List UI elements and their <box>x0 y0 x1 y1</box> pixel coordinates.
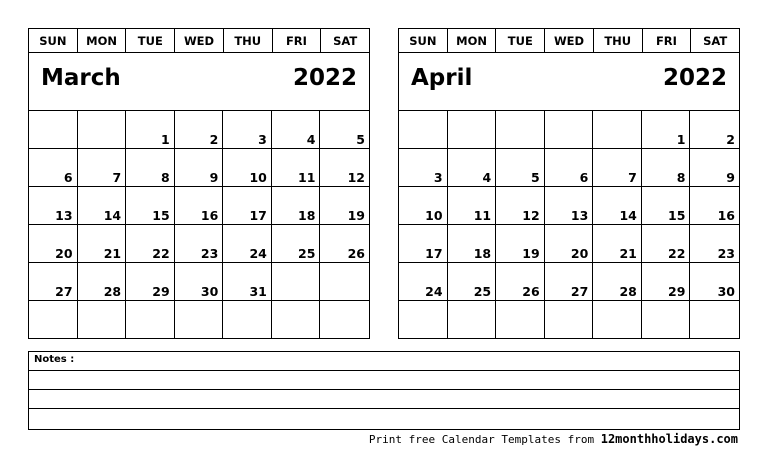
month-title-row <box>399 53 739 111</box>
day-cell <box>690 301 739 339</box>
day-cell <box>272 225 321 263</box>
day-cell <box>545 187 594 225</box>
day-cell <box>320 187 369 225</box>
day-cell <box>29 225 78 263</box>
day-cell <box>642 187 691 225</box>
day-number: 29 <box>152 284 170 299</box>
day-number: 27 <box>570 284 589 299</box>
day-number: 17 <box>249 208 267 223</box>
day-cell <box>448 225 497 263</box>
day-cell <box>545 301 594 339</box>
day-cell <box>320 263 369 301</box>
day-cell <box>272 301 321 339</box>
day-cell <box>545 111 594 149</box>
day-cell <box>29 301 78 339</box>
day-cell <box>690 263 739 301</box>
day-number: 20 <box>570 246 589 261</box>
notes-line <box>29 409 739 431</box>
weekday-wed: WED <box>545 29 594 52</box>
day-cell <box>175 301 224 339</box>
notes-line <box>29 390 739 409</box>
day-number: 12 <box>347 170 365 185</box>
day-number: 24 <box>249 246 267 261</box>
day-cell <box>223 149 272 187</box>
day-number: 8 <box>676 170 686 185</box>
day-cell <box>690 187 739 225</box>
day-number: 2 <box>209 132 219 147</box>
weekday-thu: THU <box>594 29 643 52</box>
day-cell <box>545 263 594 301</box>
calendar-march <box>28 28 370 339</box>
day-cell <box>399 263 448 301</box>
day-cell <box>642 263 691 301</box>
footer-text: Print free Calendar Templates from <box>368 433 595 446</box>
day-number: 22 <box>152 246 170 261</box>
day-number: 3 <box>258 132 267 147</box>
day-cell <box>642 225 691 263</box>
month-name: April <box>411 65 473 91</box>
day-cell <box>272 111 321 149</box>
day-cell <box>448 263 497 301</box>
day-number: 6 <box>579 170 589 185</box>
day-cell <box>545 149 594 187</box>
notes-box <box>28 351 740 430</box>
day-cell <box>78 301 127 339</box>
day-cell <box>272 187 321 225</box>
weekday-mon: MON <box>448 29 497 52</box>
notes-label: Notes : <box>34 354 75 365</box>
day-number: 13 <box>570 208 589 223</box>
day-number: 19 <box>522 246 540 261</box>
day-number: 30 <box>717 284 735 299</box>
day-number: 21 <box>103 246 122 261</box>
day-number: 6 <box>63 170 73 185</box>
day-number: 25 <box>473 284 492 299</box>
day-number: 25 <box>298 246 316 261</box>
day-cell <box>690 149 739 187</box>
day-number: 15 <box>668 208 686 223</box>
day-cell <box>496 301 545 339</box>
day-number: 9 <box>726 170 735 185</box>
day-number: 14 <box>619 208 637 223</box>
day-cell <box>126 263 175 301</box>
day-cell <box>320 225 369 263</box>
day-cell <box>126 149 175 187</box>
day-cell <box>399 149 448 187</box>
day-cell <box>272 149 321 187</box>
weekday-header-row <box>399 29 739 53</box>
day-number: 26 <box>347 246 365 261</box>
day-cell <box>29 111 78 149</box>
day-number: 18 <box>473 246 492 261</box>
day-cell <box>642 149 691 187</box>
day-cell <box>223 301 272 339</box>
weekday-thu: THU <box>224 29 273 52</box>
day-number: 22 <box>668 246 686 261</box>
day-cell <box>399 301 448 339</box>
day-cell <box>448 111 497 149</box>
weekday-header-row <box>29 29 369 53</box>
day-cell <box>78 111 127 149</box>
day-cell <box>29 187 78 225</box>
day-cell <box>593 263 642 301</box>
day-cell <box>223 263 272 301</box>
month-year: 2022 <box>662 65 727 91</box>
day-number: 2 <box>726 132 735 147</box>
day-number: 5 <box>356 132 365 147</box>
day-cell <box>29 149 78 187</box>
day-number: 1 <box>161 132 170 147</box>
weekday-mon: MON <box>78 29 127 52</box>
footer-site-link[interactable]: 12monthholidays.com <box>600 432 738 446</box>
month-name: March <box>41 65 121 91</box>
day-number: 7 <box>628 170 637 185</box>
day-cell <box>320 149 369 187</box>
day-cell <box>593 149 642 187</box>
day-number: 4 <box>306 132 316 147</box>
day-number: 11 <box>473 208 492 223</box>
day-number: 9 <box>209 170 219 185</box>
day-cell <box>448 187 497 225</box>
day-cell <box>593 187 642 225</box>
weekday-sun: SUN <box>399 29 448 52</box>
day-number: 11 <box>298 170 316 185</box>
day-number: 19 <box>347 208 365 223</box>
notes-line <box>29 352 739 371</box>
day-cell <box>175 149 224 187</box>
day-number: 28 <box>103 284 122 299</box>
day-cell <box>496 263 545 301</box>
day-grid <box>399 111 739 339</box>
day-cell <box>690 111 739 149</box>
day-cell <box>126 111 175 149</box>
day-number: 24 <box>425 284 443 299</box>
day-cell <box>593 301 642 339</box>
day-number: 31 <box>249 284 267 299</box>
day-number: 21 <box>619 246 637 261</box>
day-cell <box>175 187 224 225</box>
day-number: 23 <box>200 246 219 261</box>
day-cell <box>399 111 448 149</box>
weekday-sun: SUN <box>29 29 78 52</box>
day-number: 8 <box>161 170 170 185</box>
day-cell <box>593 111 642 149</box>
weekday-sat: SAT <box>703 33 728 48</box>
day-number: 16 <box>717 208 735 223</box>
day-number: 4 <box>482 170 492 185</box>
day-cell <box>399 225 448 263</box>
day-cell <box>496 111 545 149</box>
weekday-fri: FRI <box>643 29 692 52</box>
day-number: 13 <box>55 208 73 223</box>
day-number: 18 <box>298 208 316 223</box>
day-number: 15 <box>152 208 170 223</box>
day-number: 7 <box>112 170 122 185</box>
day-cell <box>78 149 127 187</box>
day-cell <box>545 225 594 263</box>
day-cell <box>496 225 545 263</box>
day-number: 27 <box>55 284 73 299</box>
day-cell <box>496 149 545 187</box>
day-cell <box>320 111 369 149</box>
weekday-sat: SAT <box>333 33 358 48</box>
month-year: 2022 <box>292 65 357 91</box>
day-number: 20 <box>55 246 73 261</box>
day-number: 12 <box>522 208 540 223</box>
day-cell <box>690 225 739 263</box>
day-number: 10 <box>425 208 443 223</box>
day-cell <box>126 225 175 263</box>
day-cell <box>126 187 175 225</box>
weekday-tue: TUE <box>126 29 175 52</box>
weekday-wed: WED <box>175 29 224 52</box>
day-number: 3 <box>433 170 443 185</box>
day-cell <box>78 263 127 301</box>
footer-credit <box>369 432 738 446</box>
day-cell <box>78 225 127 263</box>
day-cell <box>126 301 175 339</box>
day-cell <box>223 225 272 263</box>
day-cell <box>320 301 369 339</box>
day-cell <box>399 187 448 225</box>
day-grid <box>29 111 369 339</box>
day-number: 14 <box>103 208 122 223</box>
day-number: 17 <box>425 246 443 261</box>
day-cell <box>223 187 272 225</box>
calendar-april <box>398 28 740 339</box>
day-cell <box>448 149 497 187</box>
day-number: 1 <box>676 132 686 147</box>
day-number: 30 <box>200 284 219 299</box>
day-number: 10 <box>249 170 267 185</box>
day-number: 23 <box>717 246 735 261</box>
day-cell <box>642 301 691 339</box>
day-number: 28 <box>619 284 637 299</box>
day-number: 29 <box>668 284 686 299</box>
day-cell <box>175 263 224 301</box>
notes-line <box>29 371 739 390</box>
day-number: 26 <box>522 284 540 299</box>
day-cell <box>223 111 272 149</box>
day-cell <box>272 263 321 301</box>
day-cell <box>175 111 224 149</box>
month-title-row <box>29 53 369 111</box>
day-cell <box>29 263 78 301</box>
weekday-fri: FRI <box>273 29 322 52</box>
day-number: 5 <box>531 170 540 185</box>
day-cell <box>175 225 224 263</box>
day-number: 16 <box>200 208 219 223</box>
weekday-tue: TUE <box>496 29 545 52</box>
day-cell <box>496 187 545 225</box>
day-cell <box>448 301 497 339</box>
day-cell <box>78 187 127 225</box>
day-cell <box>642 111 691 149</box>
day-cell <box>593 225 642 263</box>
